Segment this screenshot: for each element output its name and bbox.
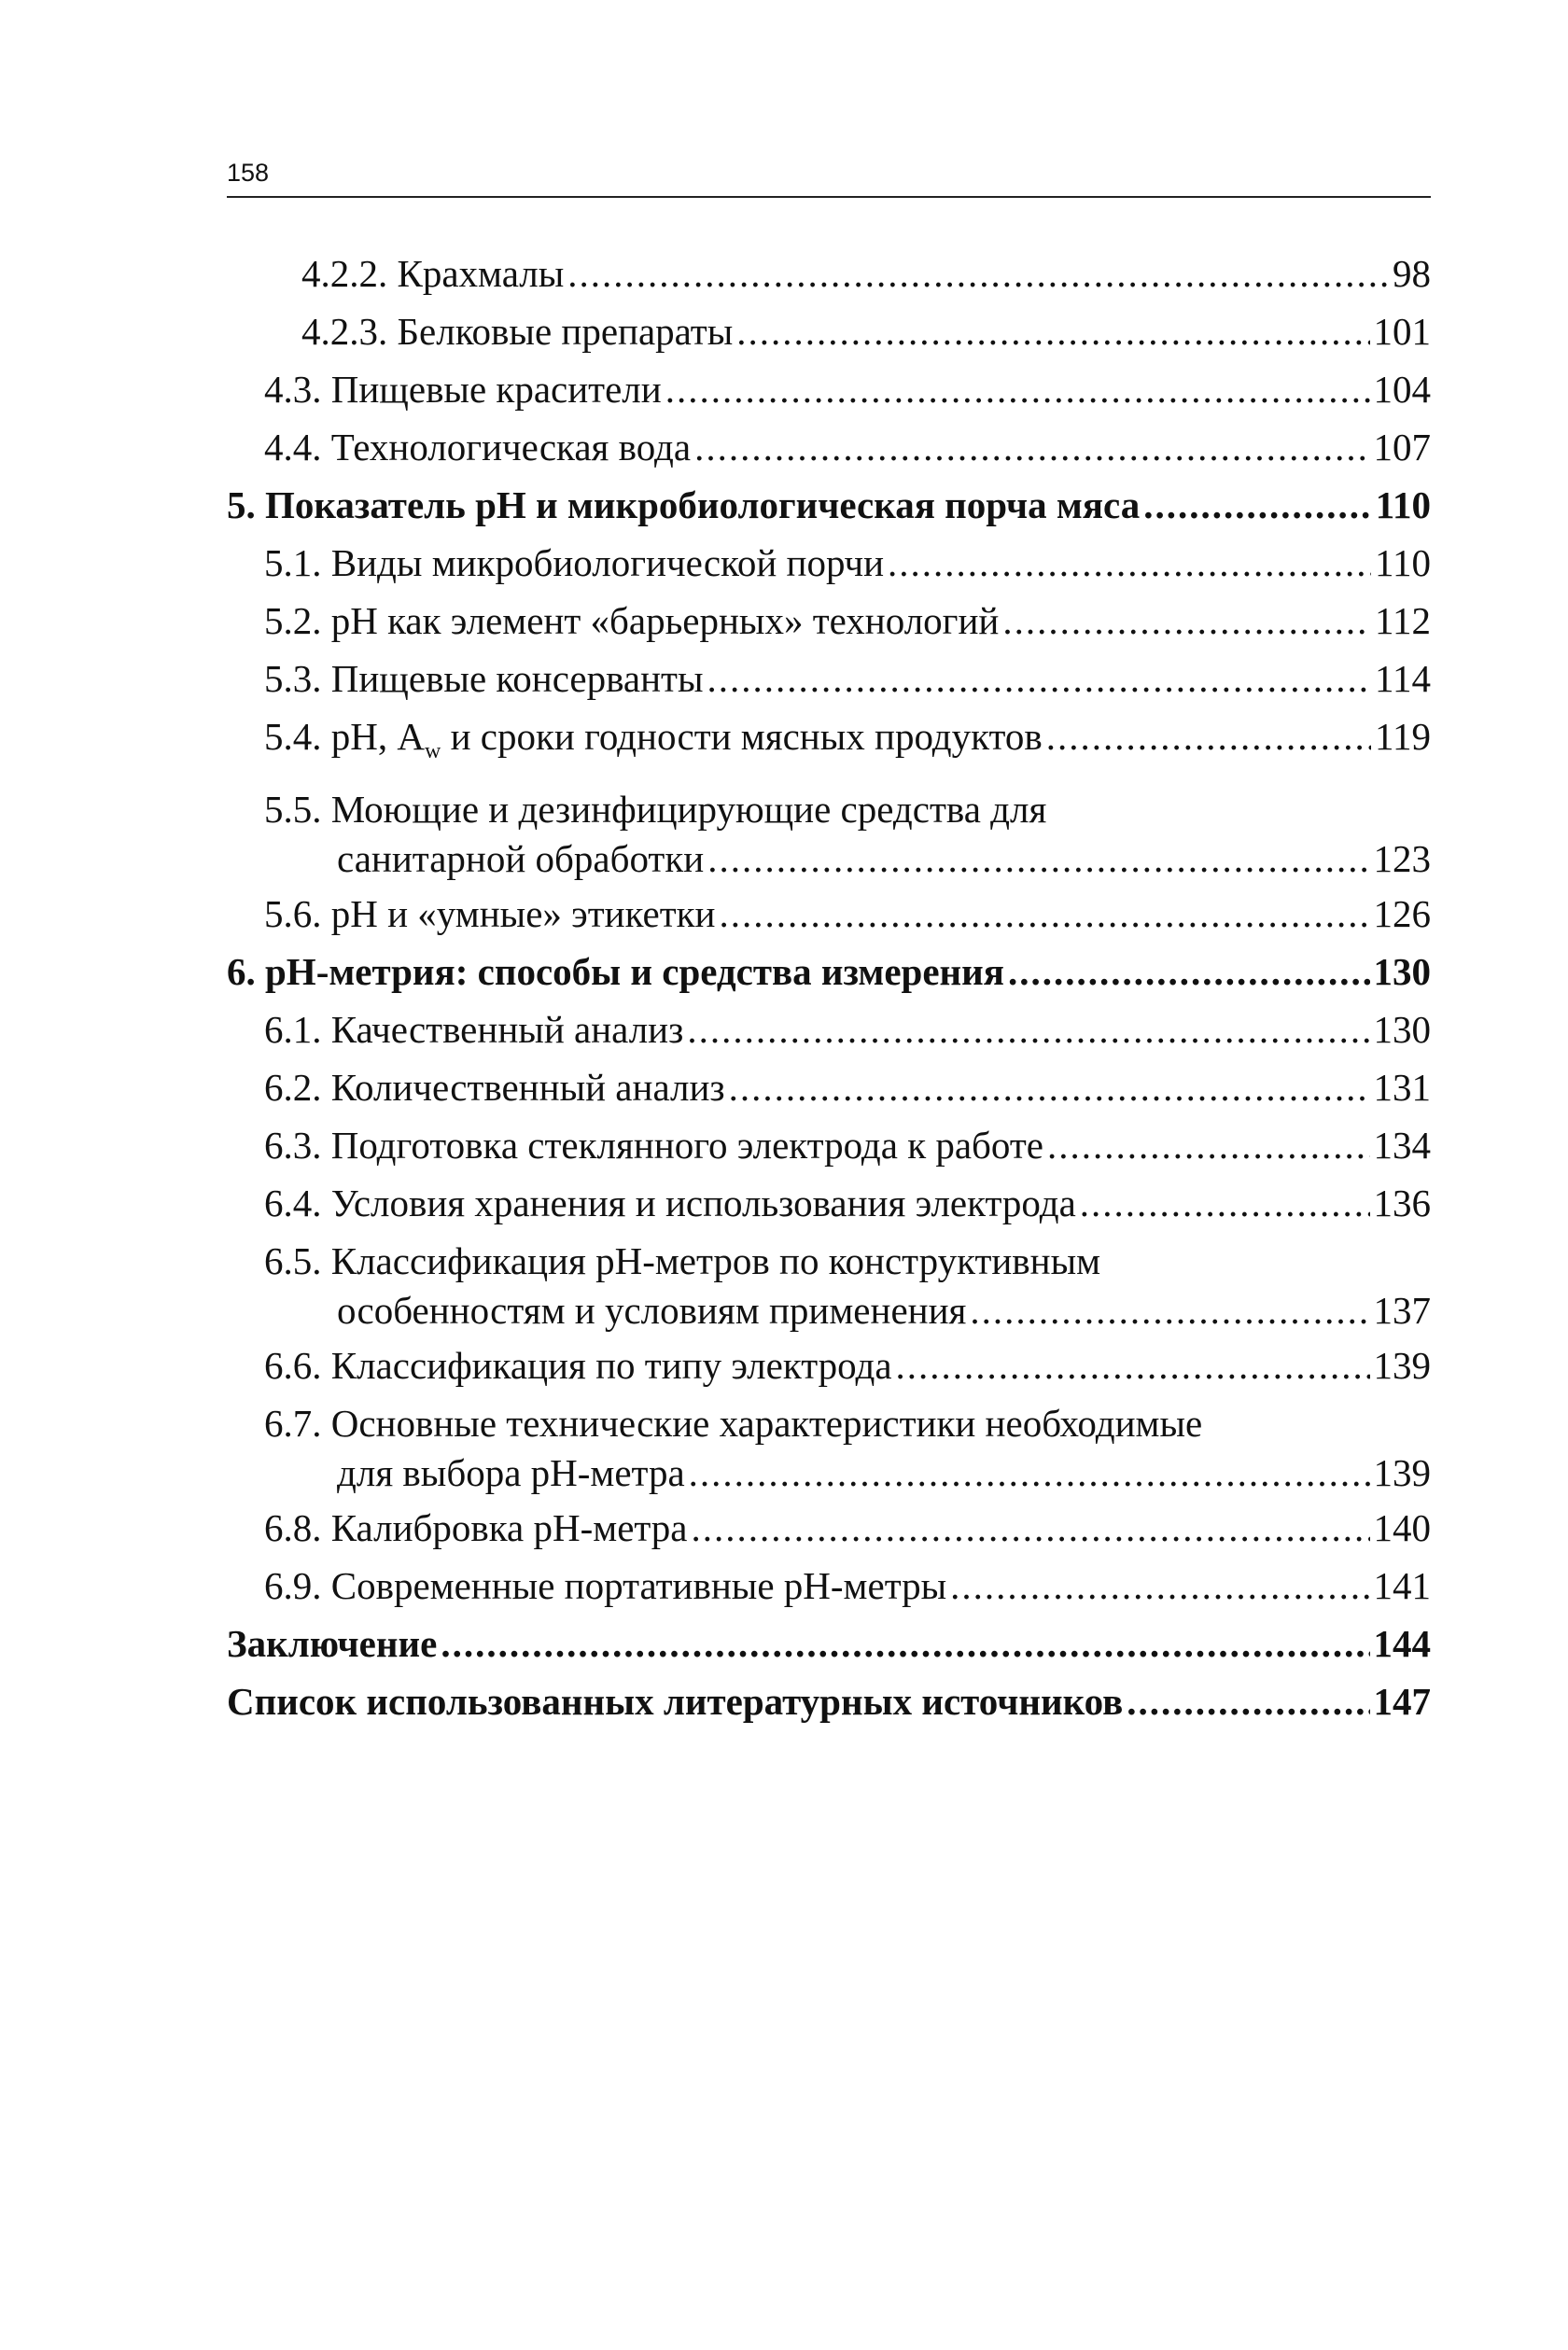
- toc-entry-title: 5.1. Виды микробиологической порчи: [264, 541, 885, 584]
- toc-entry-4-3[interactable]: [227, 360, 1431, 418]
- toc-leader-dots: [707, 650, 1371, 707]
- toc-entry-6-5[interactable]: [227, 1238, 1431, 1336]
- toc-entry-title: 6. рН-метрия: способы и средства измерения: [227, 950, 1004, 994]
- toc-entry-page: 107: [1373, 426, 1431, 469]
- toc-entry-page: 136: [1373, 1182, 1431, 1225]
- toc-leader-dots: [689, 1447, 1370, 1499]
- toc-entry-5-1[interactable]: [227, 534, 1431, 592]
- toc-entry-page: 139: [1373, 1344, 1431, 1388]
- toc-entry-page: 141: [1373, 1564, 1431, 1608]
- toc-entry-5-3[interactable]: [227, 650, 1431, 707]
- toc-entry-page: 119: [1375, 715, 1431, 758]
- toc-entry-page: 98: [1393, 252, 1431, 295]
- subscript-w: w: [424, 739, 441, 764]
- toc-leader-dots: [665, 360, 1370, 418]
- toc-leader-dots: [692, 1499, 1370, 1557]
- toc-entry-page: 110: [1375, 483, 1431, 526]
- toc-entry-title-part: 5.4. рН, A: [264, 715, 425, 758]
- toc-entry-4-4[interactable]: [227, 418, 1431, 476]
- toc-leader-dots: [888, 534, 1371, 592]
- toc-entry-title: 6.9. Современные портативные рН-метры: [264, 1564, 947, 1608]
- toc-entry-page: 139: [1373, 1451, 1431, 1495]
- toc-entry-6-3[interactable]: [227, 1116, 1431, 1174]
- table-of-contents: [227, 245, 1431, 1730]
- toc-entry-title: 6.6. Классификация по типу электрода: [264, 1344, 892, 1388]
- toc-leader-dots: [970, 1284, 1369, 1336]
- toc-entry-6-9[interactable]: [227, 1557, 1431, 1615]
- toc-entry-6-7[interactable]: [227, 1400, 1431, 1499]
- toc-entry-title-line2: для выбора рН-метра: [337, 1451, 685, 1495]
- toc-entry-page: 131: [1373, 1066, 1431, 1110]
- toc-entry-4-2-2[interactable]: [227, 245, 1431, 302]
- toc-leader-dots: [707, 832, 1369, 885]
- toc-entry-title: 6.2. Количественный анализ: [264, 1066, 725, 1110]
- toc-leader-dots: [1047, 1116, 1370, 1174]
- toc-leader-dots: [1046, 707, 1371, 765]
- toc-entry-title-part: и сроки годности мясных продуктов: [441, 715, 1043, 758]
- toc-entry-title: 6.8. Калибровка рН-метра: [264, 1506, 688, 1550]
- toc-leader-dots: [1002, 592, 1371, 650]
- toc-entry-title: 6.1. Качественный анализ: [264, 1008, 684, 1052]
- toc-leader-dots: [950, 1557, 1369, 1615]
- toc-entry-title: Заключение: [227, 1622, 438, 1666]
- toc-entry-title-line2: санитарной обработки: [337, 837, 705, 881]
- toc-entry-title: 5.3. Пищевые консерванты: [264, 657, 704, 700]
- toc-entry-title: 6.4. Условия хранения и использования электрода: [264, 1182, 1076, 1225]
- toc-entry-6-2[interactable]: [227, 1058, 1431, 1116]
- toc-entry-page: 140: [1373, 1506, 1431, 1550]
- toc-leader-dots: [736, 302, 1369, 360]
- toc-conclusion[interactable]: [227, 1615, 1431, 1672]
- toc-entry-page: 104: [1373, 368, 1431, 411]
- toc-references[interactable]: [227, 1672, 1431, 1730]
- toc-entry-page: 114: [1375, 657, 1431, 700]
- toc-leader-dots: [729, 1058, 1370, 1116]
- toc-entry-title: [264, 707, 1043, 780]
- toc-entry-page: 123: [1373, 837, 1431, 881]
- toc-entry-title: 5.2. рН как элемент «барьерных» технологий: [264, 599, 1000, 642]
- toc-entry-6-6[interactable]: [227, 1336, 1431, 1394]
- toc-entry-title-line1: 6.5. Классификация рН-метров по конструктивным: [264, 1239, 1101, 1283]
- toc-entry-title: 4.4. Технологическая вода: [264, 426, 692, 469]
- toc-chapter-6[interactable]: [227, 943, 1431, 1000]
- toc-entry-title: 5.6. рН и «умные» этикетки: [264, 892, 716, 936]
- toc-leader-dots: [719, 885, 1369, 943]
- toc-entry-5-4[interactable]: [227, 707, 1431, 780]
- toc-entry-5-2[interactable]: [227, 592, 1431, 650]
- toc-entry-title: 5. Показатель рН и микробиологическая порча мяса: [227, 483, 1141, 526]
- toc-entry-page: 101: [1373, 310, 1431, 353]
- toc-entry-page: 147: [1373, 1680, 1431, 1724]
- toc-entry-title-line1: 6.7. Основные технические характеристики необходимые: [264, 1402, 1203, 1446]
- toc-leader-dots: [1080, 1174, 1370, 1232]
- toc-entry-page: 110: [1375, 541, 1431, 584]
- toc-leader-dots: [441, 1615, 1369, 1672]
- toc-entry-6-4[interactable]: [227, 1174, 1431, 1232]
- toc-leader-dots: [1127, 1672, 1369, 1730]
- toc-entry-page: 137: [1373, 1289, 1431, 1333]
- page-number: 158: [227, 159, 270, 187]
- toc-leader-dots: [1143, 476, 1372, 534]
- toc-leader-dots: [896, 1336, 1370, 1394]
- toc-entry-6-8[interactable]: [227, 1499, 1431, 1557]
- toc-chapter-5[interactable]: [227, 476, 1431, 534]
- toc-leader-dots: [1008, 943, 1370, 1000]
- toc-entry-page: 134: [1373, 1124, 1431, 1168]
- toc-entry-title-line1: 5.5. Моющие и дезинфицирующие средства для: [264, 788, 1047, 832]
- toc-entry-4-2-3[interactable]: [227, 302, 1431, 360]
- toc-entry-page: 144: [1373, 1622, 1431, 1666]
- toc-leader-dots: [567, 245, 1389, 302]
- toc-entry-title: Список использованных литературных источников: [227, 1680, 1124, 1724]
- toc-entry-page: 126: [1373, 892, 1431, 936]
- toc-entry-5-6[interactable]: [227, 885, 1431, 943]
- toc-entry-page: 112: [1375, 599, 1431, 642]
- toc-entry-title: 4.2.3. Белковые препараты: [301, 310, 734, 353]
- toc-entry-title: 4.3. Пищевые красители: [264, 368, 662, 411]
- toc-entry-6-1[interactable]: [227, 1000, 1431, 1058]
- toc-entry-page: 130: [1373, 1008, 1431, 1052]
- toc-leader-dots: [694, 418, 1369, 476]
- toc-leader-dots: [687, 1000, 1369, 1058]
- page-header: [227, 149, 1431, 198]
- toc-entry-title: 4.2.2. Крахмалы: [301, 252, 565, 295]
- toc-entry-title-line2: особенностям и условиям применения: [337, 1289, 967, 1333]
- toc-entry-title: 6.3. Подготовка стеклянного электрода к работе: [264, 1124, 1043, 1168]
- toc-entry-5-5[interactable]: [227, 786, 1431, 885]
- toc-entry-page: 130: [1373, 950, 1431, 994]
